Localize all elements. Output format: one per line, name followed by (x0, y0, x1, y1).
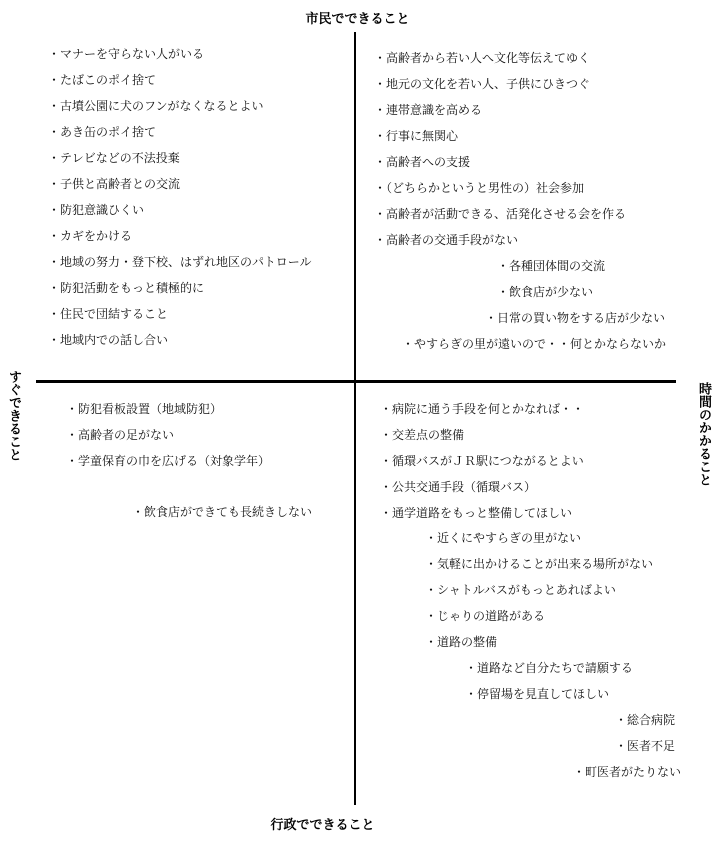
list-item: ・循環バスがＪＲ駅につながるとよい (380, 454, 584, 468)
list-item: ・日常の買い物をする店が少ない (485, 311, 666, 325)
list-item: ・住民で団結すること (48, 307, 169, 321)
list-item: ・町医者がたりない (573, 765, 682, 779)
axis-label-top: 市民でできること (305, 12, 410, 27)
horizontal-axis (36, 380, 676, 383)
list-item: ・防犯意識ひくい (48, 203, 145, 217)
list-item: ・道路の整備 (425, 635, 498, 649)
axis-label-left: すぐできること (6, 370, 21, 461)
list-item: ・行事に無関心 (374, 129, 459, 143)
list-item: ・シャトルバスがもっとあればよい (425, 583, 616, 597)
list-item: ・高齢者から若い人へ文化等伝えてゆく (374, 51, 591, 65)
quadrant-bottom-left (66, 396, 270, 474)
axis-label-right: 時間のかかること (696, 382, 711, 486)
axis-label-bottom: 行政でできること (270, 818, 375, 833)
list-item: ・停留場を見直してほしい (465, 687, 610, 701)
list-item: ・地域の努力・登下校、はずれ地区のパトロール (48, 255, 312, 269)
list-item: ・医者不足 (615, 739, 676, 753)
list-item: ・高齢者が活動できる、活発化させる会を作る (374, 207, 627, 221)
list-item: ・高齢者への支援 (374, 155, 471, 169)
list-item: ・通学道路をもっと整備してほしい (380, 506, 573, 520)
list-item: ・マナーを守らない人がいる (48, 47, 205, 61)
list-item: ・古墳公園に犬のフンがなくなるとよい (48, 99, 264, 113)
list-item: ・飲食店が少ない (497, 285, 594, 299)
list-item: ・総合病院 (615, 713, 676, 727)
list-item: ・あき缶のポイ捨て (48, 125, 157, 139)
vertical-axis (354, 32, 356, 805)
quadrant-bottom-right (380, 396, 584, 526)
list-item: ・カギをかける (48, 229, 133, 243)
list-item: ・公共交通手段（循環バス） (380, 480, 537, 494)
list-item: ・やすらぎの里が遠いので・・何とかならないか (402, 337, 667, 351)
list-item: ・道路など自分たちで請願する (465, 661, 633, 675)
list-item: ・子供と高齢者との交流 (48, 177, 181, 191)
list-item: ・近くにやすらぎの里がない (425, 531, 582, 545)
list-item: ・飲食店ができても長続きしない (132, 505, 313, 519)
list-item: ・交差点の整備 (380, 428, 465, 442)
list-item: ・防犯活動をもっと積極的に (48, 281, 205, 295)
list-item: ・学童保育の巾を広げる（対象学年） (66, 454, 271, 468)
list-item: ・連帯意識を高める (374, 103, 483, 117)
list-item: ・高齢者の足がない (66, 428, 175, 442)
list-item: ・（どちらかというと男性の）社会参加 (374, 181, 585, 195)
list-item: ・病院に通う手段を何とかなれば・・ (380, 402, 585, 416)
list-item: ・地元の文化を若い人、子供にひきつぐ (374, 77, 591, 91)
list-item: ・じゃりの道路がある (425, 609, 546, 623)
list-item: ・各種団体間の交流 (497, 259, 606, 273)
list-item: ・防犯看板設置（地域防犯） (66, 402, 223, 416)
quadrant-top-right (374, 45, 626, 253)
list-item: ・気軽に出かけることが出来る場所がない (425, 557, 654, 571)
list-item: ・テレビなどの不法投棄 (48, 151, 180, 165)
quadrant-top-left (48, 41, 312, 353)
list-item: ・地域内での話し合い (48, 333, 169, 347)
list-item: ・たばこのポイ捨て (48, 73, 157, 87)
list-item: ・高齢者の交通手段がない (374, 233, 519, 247)
